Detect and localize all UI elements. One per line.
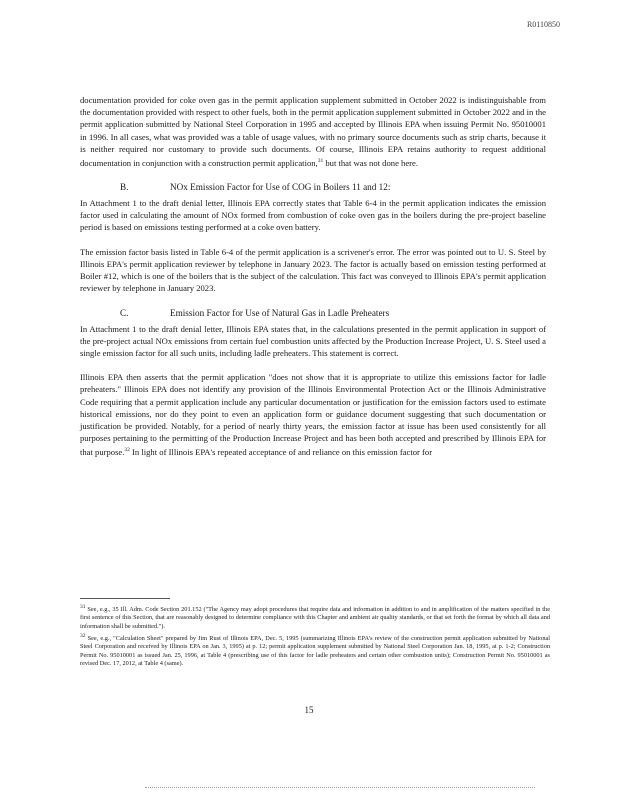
footnote-31: $^{31}$ See, e.g., 35 Ill. Adm. Code Section 201.152 ("The Agency may adopt procedures that require data and information in addition to and in amplification of the matters specified in the first sentence of this Section, that are reasonably designed to determine compliance with this Chapter and ambient air quality standards, or that set forth the format by which all data and information shall be submitted.").: [80, 604, 550, 630]
footnote-32: $^{32}$ See, e.g., "Calculation Sheet" prepared by Jim Rust of Illinois EPA, Dec. 5, 1995 (summarizing Illinois EPA's review of the construction permit application submitted by National Steel Corporation and received by Illinois EPA on Jan. 3, 1995) at p. 12; permit application supplement submitted by National Steel Corporation Jan. 18, 1995, at p. 1-2; Construction Permit No. 95010001 as issued Jan. 25, 1996, at Table 4 (prescribing use of this factor for ladle preheaters and certain other combustion units); Construction Permit No. 95010001 as revised Dec. 17, 2012, at Table 4 (same).: [80, 632, 551, 667]
paragraph-illinois-epa-assertion: Illinois EPA then asserts that the permit application "does not show that it is appropriate to utilize this emissions factor for ladle preheaters." Illinois EPA does not identify any provision of the Illinois Environmental Protection Act or the Illinois Administrative Code requiring that a permit application include any particular documentation or justification for the emission factors used to estimate historical emissions, nor do they point to even an application form or guidance document suggesting that such documentation or justification be provided. Notably, for a period of nearly thirty years, the emission factor at issue has been used consistently for all purposes pertaining to the permitting of the Production Increase Project and has been both accepted and prescribed by Illinois EPA for that purpose.$^{32}$ In light of Illinois EPA's repeated acceptance of and reliance on this emission factor for: [80, 372, 546, 458]
paragraph-scrivener-error: The emission factor basis listed in Table 6-4 of the permit application is a scrivener's error. The error was pointed out to U. S. Steel by Illinois EPA's permit application reviewer by telephone in January 2023. The factor is actually based on emission testing performed at Boiler #12, which is one of the boilers that is the subject of the calculation. This fact was conveyed to Illinois EPA's permit application reviewer by telephone in January 2023.: [80, 246, 546, 294]
footnote-ref-32[interactable]: 32: [124, 447, 130, 454]
section-letter: B.: [120, 182, 129, 193]
footnotes: [80, 603, 550, 669]
section-title: Emission Factor for Use of Natural Gas in Ladle Preheaters: [170, 307, 390, 318]
section-heading-b: [80, 181, 546, 194]
section-letter: C.: [120, 307, 129, 318]
paragraph-nox-attachment: In Attachment 1 to the draft denial letter, Illinois EPA correctly states that Table 6-4 in the permit application indicates the emission factor used in calculating the amount of NOx formed from combustion of coke oven gas in the boilers during the pre-project baseline period is based on emissions testing performed at a coke oven battery.: [80, 198, 546, 233]
scan-artifact-line: [145, 787, 535, 788]
footnote-divider: [80, 598, 170, 599]
section-title: NOx Emission Factor for Use of COG in Boilers 11 and 12:: [170, 182, 391, 193]
document-body: [80, 94, 546, 458]
paragraph-ladle-preheaters: In Attachment 1 to the draft denial letter, Illinois EPA states that, in the calculations presented in the permit application in support of the pre-project actual NOx emissions from certain fuel combustion units affected by the Production Increase Project, U. S. Steel used a single emission factor for all such units, including ladle preheaters. This statement is correct.: [80, 323, 546, 358]
page-number: 15: [304, 705, 314, 715]
paragraph-coke-oven-gas-documentation: documentation provided for coke oven gas in the permit application supplement submitted in October 2022 is indistinguishable from the documentation provided with respect to other fuels, both in the permit application supplement submitted in October 2022 and in the permit application submitted by National Steel Corporation in 1995 and accepted by Illinois EPA when issuing Permit No. 95010001 in 1996. In all cases, what was provided was a table of usage values, with no primary source documents such as strip charts, because it is neither required nor customary to provide such documents. Of course, Illinois EPA retains authority to request additional documentation in conjunction with a construction permit application,$^{31}$ but that was not done here.: [80, 95, 546, 168]
page-reference-number: R0110850: [526, 20, 560, 29]
footnote-ref-31[interactable]: 31: [317, 158, 324, 165]
section-heading-c: [80, 307, 546, 320]
